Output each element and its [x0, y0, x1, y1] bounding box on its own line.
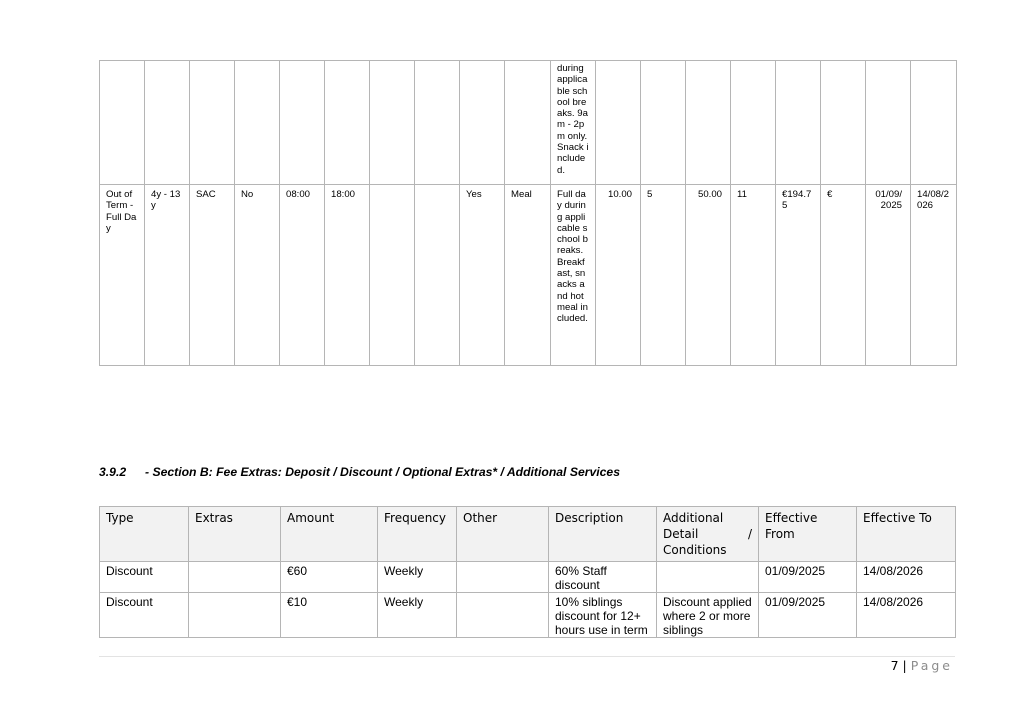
- header-amount: Amount: [281, 507, 378, 562]
- table-cell: [776, 61, 821, 185]
- table-cell: [370, 185, 415, 366]
- table-cell: [731, 61, 776, 185]
- cell-amount: €10: [281, 593, 378, 638]
- table-cell: [641, 61, 686, 185]
- table-cell-currency: €: [821, 185, 866, 366]
- table-cell: [415, 185, 460, 366]
- cell-conditions: [657, 562, 759, 593]
- header-slash: /: [747, 527, 752, 541]
- cell-conditions: Discount applied where 2 or more siblings: [657, 593, 759, 638]
- table-row: [100, 185, 957, 366]
- section-number: 3.9.2: [99, 465, 127, 479]
- table-cell: [415, 61, 460, 185]
- table-cell: [100, 61, 145, 185]
- table-cell-from-date: 01/09/2025: [866, 185, 911, 366]
- page-label: Page: [910, 658, 953, 673]
- cell-other: [457, 562, 549, 593]
- header-type: Type: [100, 507, 189, 562]
- header-description: Description: [549, 507, 657, 562]
- header-other: Other: [457, 507, 549, 562]
- header-frequency: Frequency: [378, 507, 457, 562]
- table-cell-end-time: 18:00: [325, 185, 370, 366]
- cell-frequency: Weekly: [378, 593, 457, 638]
- table-header-row: [100, 507, 956, 562]
- cell-effective-to: 14/08/2026: [857, 593, 956, 638]
- header-extras: Extras: [189, 507, 281, 562]
- cell-type: Discount: [100, 562, 189, 593]
- table-cell: [596, 61, 641, 185]
- cell-effective-from: 01/09/2025: [759, 593, 857, 638]
- footer-divider: [99, 656, 955, 657]
- table-cell-flag: No: [235, 185, 280, 366]
- cell-other: [457, 593, 549, 638]
- header-additional-detail: [657, 507, 759, 562]
- fee-table: [99, 60, 957, 366]
- table-cell-description: during applicable school breaks. 9am - 2pm only. Snack included.: [551, 61, 596, 185]
- table-row: [100, 61, 957, 185]
- table-cell-description: Full day during applicable school breaks. Breakfast, snacks and hot meal included.: [551, 185, 596, 366]
- table-cell-weeks: 11: [731, 185, 776, 366]
- header-effective-from: Effective From: [759, 507, 857, 562]
- table-cell: [686, 61, 731, 185]
- header-line: Conditions: [663, 543, 727, 557]
- cell-description: 60% Staff discount: [549, 562, 657, 593]
- cell-type: Discount: [100, 593, 189, 638]
- table-cell-session: Out of Term - Full Day: [100, 185, 145, 366]
- cell-description: 10% siblings discount for 12+ hours use in term: [549, 593, 657, 638]
- table-cell: [280, 61, 325, 185]
- table-cell: [821, 61, 866, 185]
- cell-frequency: Weekly: [378, 562, 457, 593]
- footer-separator: |: [902, 658, 907, 673]
- table-cell: [370, 61, 415, 185]
- table-cell-yes: Yes: [460, 185, 505, 366]
- table-cell-rate: 10.00: [596, 185, 641, 366]
- page-footer: [891, 658, 953, 673]
- header-effective-to: Effective To: [857, 507, 956, 562]
- table-cell: [145, 61, 190, 185]
- table-cell: [190, 61, 235, 185]
- table-cell-service: SAC: [190, 185, 235, 366]
- table-row: [100, 593, 956, 638]
- table-cell-total: 50.00: [686, 185, 731, 366]
- cell-amount: €60: [281, 562, 378, 593]
- table-cell: [911, 61, 957, 185]
- table-cell-count: 5: [641, 185, 686, 366]
- header-word: Detail: [663, 527, 699, 541]
- table-cell: [866, 61, 911, 185]
- table-cell: [505, 61, 551, 185]
- cell-extras: [189, 593, 281, 638]
- page-number: 7: [890, 658, 899, 673]
- header-line: Additional: [663, 511, 724, 525]
- table-cell: [235, 61, 280, 185]
- section-heading: [99, 465, 620, 479]
- table-cell-age: 4y - 13y: [145, 185, 190, 366]
- extras-table: [99, 506, 956, 638]
- table-cell-to-date: 14/08/2026: [911, 185, 957, 366]
- table-cell: [460, 61, 505, 185]
- cell-extras: [189, 562, 281, 593]
- table-cell: [325, 61, 370, 185]
- table-cell-amount: €194.75: [776, 185, 821, 366]
- section-title: - Section B: Fee Extras: Deposit / Discount / Optional Extras* / Additional Services: [145, 465, 620, 479]
- table-cell-meal: Meal: [505, 185, 551, 366]
- table-cell-start-time: 08:00: [280, 185, 325, 366]
- cell-effective-to: 14/08/2026: [857, 562, 956, 593]
- header-line: [663, 526, 752, 542]
- cell-effective-from: 01/09/2025: [759, 562, 857, 593]
- table-row: [100, 562, 956, 593]
